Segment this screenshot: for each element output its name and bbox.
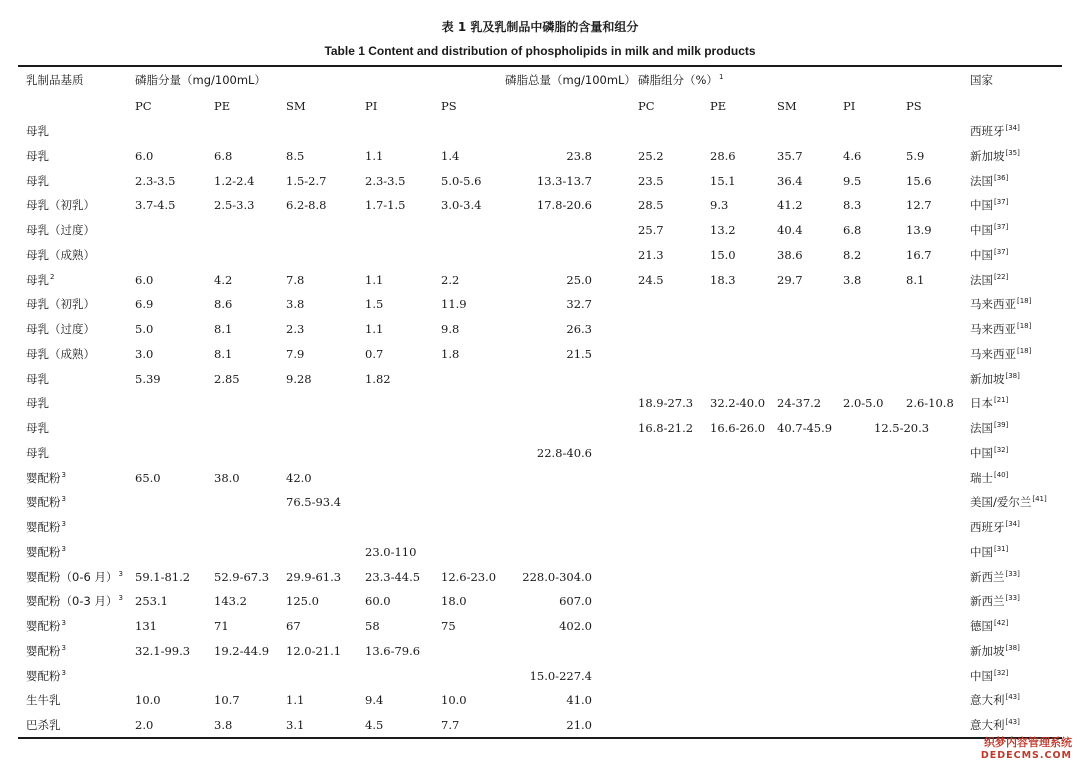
row-country: 意大利[43]: [970, 693, 1020, 707]
row-reference: [32]: [994, 446, 1009, 454]
content-cell: 8.1: [214, 322, 233, 336]
subheader-pe: PE: [214, 99, 231, 113]
content-cell: 143.2: [214, 594, 247, 608]
total-cell: 17.8-20.6: [536, 198, 592, 212]
content-cell: 1.5: [365, 297, 384, 311]
row-country: 新西兰[33]: [970, 570, 1020, 584]
row-matrix: 婴配粉$^3$: [26, 619, 66, 633]
row-country: 意大利[43]: [970, 718, 1020, 732]
composition-cell: 15.6: [906, 174, 932, 188]
composition-cell: 25.7: [638, 223, 664, 237]
content-cell: 11.9: [441, 297, 467, 311]
row-reference: [31]: [994, 545, 1009, 553]
content-cell: 13.6-79.6: [365, 644, 421, 658]
row-reference: [42]: [994, 619, 1009, 627]
composition-cell: 41.2: [777, 198, 803, 212]
composition-merged-cell: 12.5-20.3: [874, 421, 930, 435]
composition-cell: 6.8: [843, 223, 862, 237]
total-cell: 228.0-304.0: [522, 570, 592, 584]
row-reference: [39]: [994, 421, 1009, 429]
row-matrix: 婴配粉$^3$: [26, 471, 66, 485]
subheader-sm: SM: [286, 99, 306, 113]
row-matrix: 婴配粉$^3$: [26, 495, 66, 509]
header-matrix: 乳制品基质: [26, 73, 84, 87]
row-matrix-note: 3: [61, 495, 66, 503]
content-cell: 6.0: [135, 273, 154, 287]
row-matrix: 巴杀乳: [26, 718, 61, 732]
content-cell: 4.5: [365, 718, 384, 732]
composition-cell: 16.6-26.0: [710, 421, 766, 435]
row-country: 马来西亚[18]: [970, 297, 1032, 311]
header-composition-note: 1: [718, 73, 724, 81]
row-matrix: 母乳（过度）: [26, 223, 95, 237]
content-cell: 29.9-61.3: [286, 570, 342, 584]
row-reference: [38]: [1005, 372, 1020, 380]
table-caption-english: Table 1 Content and distribution of phospholipids in milk and milk products: [324, 44, 756, 58]
table-caption-chinese: 表 1 乳及乳制品中磷脂的含量和组分: [441, 20, 639, 34]
total-cell: 21.0: [566, 718, 592, 732]
row-matrix-note: 3: [61, 644, 66, 652]
row-reference: [37]: [994, 198, 1009, 206]
content-cell: 12.6-23.0: [441, 570, 497, 584]
content-cell: 1.5-2.7: [286, 174, 327, 188]
content-cell: 9.8: [441, 322, 460, 336]
content-cell: 3.7-4.5: [135, 198, 176, 212]
row-matrix: 婴配粉（0-3 月）$^3$: [26, 594, 123, 608]
row-reference: [35]: [1005, 149, 1020, 157]
content-cell: 8.5: [286, 149, 305, 163]
content-cell: 75: [441, 619, 456, 633]
composition-cell: 28.6: [710, 149, 736, 163]
row-matrix: 母乳: [26, 124, 49, 138]
content-cell: 38.0: [214, 471, 240, 485]
row-matrix: 母乳: [26, 149, 49, 163]
row-reference: [37]: [994, 223, 1009, 231]
row-reference: [18]: [1017, 322, 1032, 330]
total-cell: 13.3-13.7: [536, 174, 592, 188]
content-cell: 10.0: [441, 693, 467, 707]
row-country: 新加坡[35]: [970, 149, 1020, 163]
row-country: 中国[31]: [970, 545, 1009, 559]
composition-cell: 28.5: [638, 198, 664, 212]
composition-cell: 38.6: [777, 248, 803, 262]
row-matrix: 母乳（初乳）: [26, 198, 95, 212]
content-cell: 6.9: [135, 297, 154, 311]
table-bottom-rule: [18, 737, 1062, 739]
row-reference: [18]: [1017, 347, 1032, 355]
row-country: 中国[37]: [970, 198, 1009, 212]
row-country: 马来西亚[18]: [970, 322, 1032, 336]
composition-cell: 8.2: [843, 248, 862, 262]
content-cell: 18.0: [441, 594, 467, 608]
row-reference: [41]: [1032, 495, 1047, 503]
total-cell: 607.0: [559, 594, 592, 608]
content-cell: 10.7: [214, 693, 240, 707]
total-cell: 15.0-227.4: [529, 669, 592, 683]
composition-cell: 24.5: [638, 273, 664, 287]
composition-cell: 35.7: [777, 149, 803, 163]
row-country: 中国[32]: [970, 446, 1009, 460]
content-cell: 5.39: [135, 372, 161, 386]
content-cell: 3.0: [135, 347, 154, 361]
total-cell: 402.0: [559, 619, 592, 633]
row-reference: [34]: [1005, 124, 1020, 132]
composition-cell: 18.3: [710, 273, 736, 287]
row-matrix: 母乳$^2$: [26, 273, 55, 287]
content-cell: 6.0: [135, 149, 154, 163]
total-cell: 22.8-40.6: [536, 446, 592, 460]
row-country: 瑞士[40]: [970, 471, 1009, 485]
content-cell: 65.0: [135, 471, 161, 485]
row-reference: [40]: [994, 471, 1009, 479]
content-cell: 2.0: [135, 718, 154, 732]
content-cell: 0.7: [365, 347, 384, 361]
row-matrix: 婴配粉$^3$: [26, 520, 66, 534]
row-matrix-note: 3: [118, 594, 123, 602]
content-cell: 9.4: [365, 693, 384, 707]
composition-cell: 21.3: [638, 248, 664, 262]
composition-cell: 3.8: [843, 273, 862, 287]
composition-cell: 32.2-40.0: [710, 396, 766, 410]
content-cell: 5.0: [135, 322, 154, 336]
composition-cell: 12.7: [906, 198, 932, 212]
row-matrix: 母乳: [26, 396, 49, 410]
watermark-domain: DEDECMS.COM: [980, 750, 1072, 761]
header-content: 磷脂分量（mg/100mL）: [135, 73, 266, 87]
row-matrix-note: 3: [61, 471, 66, 479]
row-reference: [43]: [1005, 693, 1020, 701]
row-matrix-note: 3: [61, 545, 66, 553]
content-cell: 7.7: [441, 718, 460, 732]
row-matrix: 母乳: [26, 174, 49, 188]
composition-cell: 40.7-45.9: [777, 421, 833, 435]
subheader-ps: PS: [906, 99, 922, 113]
header-country: 国家: [970, 73, 993, 87]
row-country: 西班牙[34]: [970, 124, 1020, 138]
row-matrix: 母乳: [26, 372, 49, 386]
row-country: 法国[22]: [970, 273, 1009, 287]
row-reference: [43]: [1005, 718, 1020, 726]
content-cell: 131: [135, 619, 157, 633]
composition-cell: 8.1: [906, 273, 925, 287]
content-cell: 1.2-2.4: [214, 174, 255, 188]
row-reference: [38]: [1005, 644, 1020, 652]
row-country: 中国[32]: [970, 669, 1009, 683]
content-cell: 12.0-21.1: [286, 644, 342, 658]
subheader-sm: SM: [777, 99, 797, 113]
content-cell: 58: [365, 619, 380, 633]
subheader-pi: PI: [365, 99, 378, 113]
row-country: 中国[37]: [970, 248, 1009, 262]
content-cell: 8.6: [214, 297, 233, 311]
content-cell: 2.3: [286, 322, 305, 336]
content-cell: 3.0-3.4: [441, 198, 482, 212]
row-country: 马来西亚[18]: [970, 347, 1032, 361]
row-country: 法国[39]: [970, 421, 1009, 435]
composition-cell: 9.5: [843, 174, 862, 188]
content-cell: 23.0-110: [365, 545, 417, 559]
content-cell: 60.0: [365, 594, 391, 608]
content-cell: 1.1: [286, 693, 305, 707]
composition-cell: 18.9-27.3: [638, 396, 694, 410]
total-cell: 41.0: [566, 693, 592, 707]
content-cell: 3.1: [286, 718, 305, 732]
composition-cell: 13.2: [710, 223, 736, 237]
composition-cell: 36.4: [777, 174, 803, 188]
row-matrix: 母乳（初乳）: [26, 297, 95, 311]
composition-cell: 15.0: [710, 248, 736, 262]
subheader-pc: PC: [135, 99, 152, 113]
row-country: 美国/爱尔兰[41]: [970, 495, 1047, 509]
row-matrix: 婴配粉（0-6 月）$^3$: [26, 570, 123, 584]
row-matrix-note: 2: [50, 273, 55, 281]
content-cell: 5.0-5.6: [441, 174, 482, 188]
content-cell: 32.1-99.3: [135, 644, 191, 658]
row-country: 新加坡[38]: [970, 372, 1020, 386]
composition-cell: 4.6: [843, 149, 862, 163]
content-cell: 67: [286, 619, 301, 633]
watermark: [981, 736, 1072, 762]
content-cell: 8.1: [214, 347, 233, 361]
row-matrix-note: 3: [61, 619, 66, 627]
row-reference: [33]: [1005, 594, 1020, 602]
composition-cell: 16.8-21.2: [638, 421, 694, 435]
row-country: 新西兰[33]: [970, 594, 1020, 608]
content-cell: 23.3-44.5: [365, 570, 421, 584]
row-reference: [22]: [994, 273, 1009, 281]
total-cell: 25.0: [566, 273, 592, 287]
row-reference: [32]: [994, 669, 1009, 677]
row-reference: [18]: [1017, 297, 1032, 305]
row-matrix-note: 3: [61, 669, 66, 677]
content-cell: 7.9: [286, 347, 305, 361]
composition-cell: 40.4: [777, 223, 803, 237]
total-cell: 23.8: [566, 149, 592, 163]
composition-cell: 23.5: [638, 174, 664, 188]
content-cell: 6.2-8.8: [286, 198, 327, 212]
row-reference: [37]: [994, 248, 1009, 256]
content-cell: 59.1-81.2: [135, 570, 191, 584]
content-cell: 1.8: [441, 347, 460, 361]
row-reference: [21]: [994, 396, 1009, 404]
composition-cell: 24-37.2: [777, 396, 822, 410]
content-cell: 4.2: [214, 273, 233, 287]
content-cell: 9.28: [286, 372, 312, 386]
row-matrix: 母乳（过度）: [26, 322, 95, 336]
row-country: 新加坡[38]: [970, 644, 1020, 658]
content-cell: 1.4: [441, 149, 460, 163]
row-matrix: 婴配粉$^3$: [26, 669, 66, 683]
content-cell: 7.8: [286, 273, 305, 287]
content-cell: 253.1: [135, 594, 168, 608]
row-matrix-note: 3: [118, 570, 123, 578]
total-cell: 21.5: [566, 347, 592, 361]
row-country: 中国[37]: [970, 223, 1009, 237]
subheader-ps: PS: [441, 99, 457, 113]
composition-cell: 13.9: [906, 223, 932, 237]
content-cell: 2.2: [441, 273, 460, 287]
content-cell: 1.82: [365, 372, 391, 386]
content-cell: 1.1: [365, 149, 384, 163]
subheader-pc: PC: [638, 99, 655, 113]
row-country: 日本[21]: [970, 396, 1009, 410]
content-cell: 2.3-3.5: [135, 174, 176, 188]
content-cell: 10.0: [135, 693, 161, 707]
content-cell: 6.8: [214, 149, 233, 163]
subheader-pe: PE: [710, 99, 727, 113]
row-country: 德国[42]: [970, 619, 1009, 633]
content-cell: 19.2-44.9: [214, 644, 270, 658]
row-country: 西班牙[34]: [970, 520, 1020, 534]
content-cell: 2.3-3.5: [365, 174, 406, 188]
row-matrix: 生牛乳: [26, 693, 61, 707]
row-matrix: 母乳: [26, 446, 49, 460]
content-cell: 125.0: [286, 594, 319, 608]
row-matrix: 婴配粉$^3$: [26, 644, 66, 658]
row-reference: [34]: [1005, 520, 1020, 528]
composition-cell: 8.3: [843, 198, 862, 212]
composition-cell: 16.7: [906, 248, 932, 262]
composition-cell: 9.3: [710, 198, 729, 212]
content-cell: 52.9-67.3: [214, 570, 270, 584]
composition-cell: 25.2: [638, 149, 664, 163]
row-matrix: 婴配粉$^3$: [26, 545, 66, 559]
row-reference: [36]: [994, 174, 1009, 182]
row-matrix: 母乳（成熟）: [26, 248, 95, 262]
content-cell: 76.5-93.4: [286, 495, 342, 509]
content-cell: 1.1: [365, 273, 384, 287]
content-cell: 1.7-1.5: [365, 198, 406, 212]
content-cell: 2.85: [214, 372, 240, 386]
composition-cell: 29.7: [777, 273, 803, 287]
subheader-pi: PI: [843, 99, 856, 113]
total-cell: 32.7: [566, 297, 592, 311]
composition-cell: 2.6-10.8: [906, 396, 954, 410]
content-cell: 3.8: [286, 297, 305, 311]
row-matrix: 母乳（成熟）: [26, 347, 95, 361]
header-total: 磷脂总量（mg/100mL）: [505, 73, 636, 87]
composition-cell: 5.9: [906, 149, 925, 163]
composition-cell: 2.0-5.0: [843, 396, 884, 410]
watermark-text: 织梦内容管理系统: [984, 736, 1072, 749]
content-cell: 1.1: [365, 322, 384, 336]
row-matrix-note: 3: [61, 520, 66, 528]
row-matrix: 母乳: [26, 421, 49, 435]
row-country: 法国[36]: [970, 174, 1009, 188]
content-cell: 2.5-3.3: [214, 198, 255, 212]
content-cell: 3.8: [214, 718, 233, 732]
composition-cell: 15.1: [710, 174, 736, 188]
row-reference: [33]: [1005, 570, 1020, 578]
total-cell: 26.3: [566, 322, 592, 336]
content-cell: 42.0: [286, 471, 312, 485]
content-cell: 71: [214, 619, 229, 633]
table-top-rule: [18, 65, 1062, 67]
header-composition: 磷脂组分（%）$^1$: [638, 73, 724, 87]
